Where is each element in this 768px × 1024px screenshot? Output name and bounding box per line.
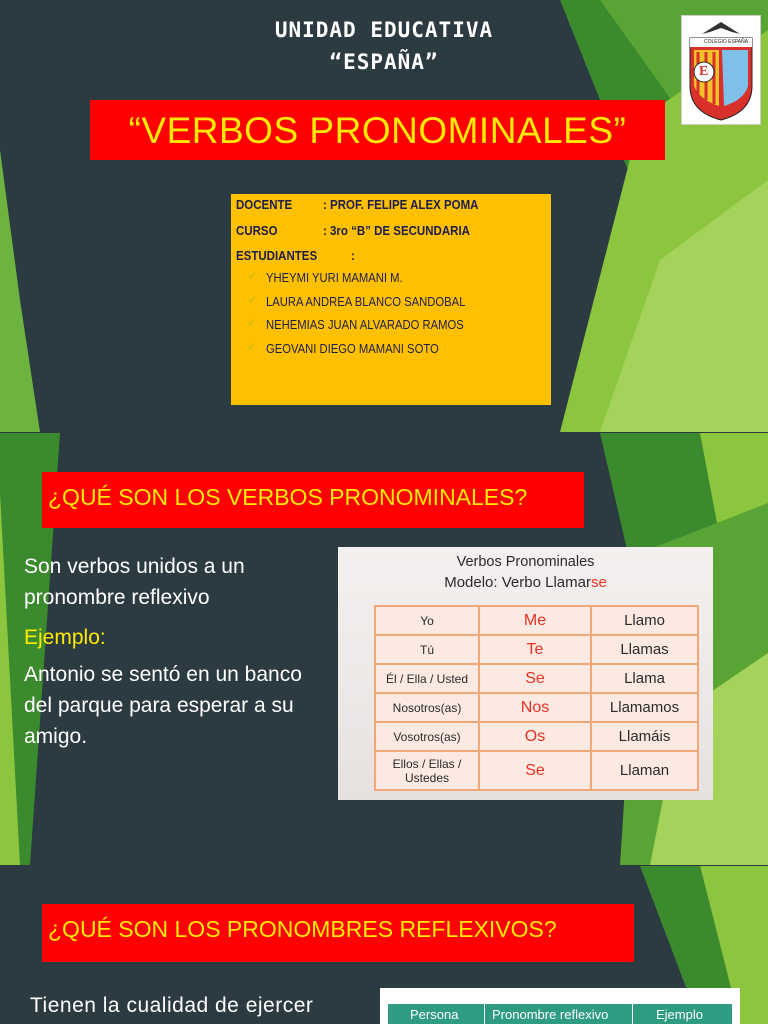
question-banner — [42, 472, 584, 528]
docente-label: DOCENTE — [236, 198, 293, 212]
school-logo — [681, 15, 761, 125]
docente-value: : PROF. FELIPE ALEX POMA — [323, 198, 479, 212]
info-box — [231, 194, 551, 405]
logo-letter: E — [699, 64, 709, 79]
list-item: ✓ YHEYMI YURI MAMANI M. — [248, 271, 403, 285]
table-row: Ellos / Ellas / Ustedes Se Llaman — [375, 751, 698, 790]
page-title: “VERBOS PRONOMINALES” — [128, 110, 627, 151]
checkmark-icon: ✓ — [248, 295, 256, 306]
checkmark-icon: ✓ — [248, 318, 256, 329]
question-heading: ¿QUÉ SON LOS VERBOS PRONOMINALES? — [48, 484, 528, 510]
table-row: Nosotros(as) Nos Llamamos — [375, 693, 698, 722]
estudiantes-colon: : — [351, 249, 355, 263]
checkmark-icon: ✓ — [248, 271, 256, 282]
curso-value: : 3ro “B” DE SECUNDARIA — [323, 224, 470, 238]
column-header: Persona — [410, 1007, 459, 1022]
school-name: UNIDAD EDUCATIVA — [274, 18, 494, 42]
question-banner — [42, 904, 634, 962]
title-banner — [90, 100, 665, 160]
curso-label: CURSO — [236, 224, 278, 238]
example-text: Antonio se sentó en un banco del parque para esperar a su amigo. — [24, 663, 302, 748]
slide-1 — [0, 0, 768, 432]
reflexive-pronouns-table — [380, 988, 740, 1024]
table-header — [388, 1004, 732, 1024]
table-row: Vosotros(as) Os Llamáis — [375, 722, 698, 751]
logo-text: COLEGIO ESPAÑA — [704, 39, 749, 45]
school-name-quoted: “ESPAÑA” — [329, 50, 439, 74]
list-item: ✓ LAURA ANDREA BLANCO SANDOBAL — [248, 295, 466, 309]
table-row: Yo Me Llamo — [375, 606, 698, 635]
conjugation-table-image — [338, 547, 713, 800]
column-header: Ejemplo — [656, 1007, 703, 1022]
example-label: Ejemplo: — [24, 626, 106, 649]
body-text: Tienen la cualidad de ejercer — [30, 994, 314, 1017]
list-item: ✓ GEOVANI DIEGO MAMANI SOTO — [248, 342, 439, 356]
list-item: ✓ NEHEMIAS JUAN ALVARADO RAMOS — [248, 318, 464, 332]
question-heading: ¿QUÉ SON LOS PRONOMBRES REFLEXIVOS? — [48, 916, 557, 942]
table-row: Tú Te Llamas — [375, 635, 698, 664]
checkmark-icon: ✓ — [248, 342, 256, 353]
column-header: Pronombre reflexivo — [492, 1007, 609, 1022]
definition-text: Son verbos unidos a un pronombre reflexivo — [24, 555, 245, 609]
table-subtitle: Modelo: Verbo Llamarse — [444, 574, 607, 591]
table-row: Él / Ella / Usted Se Llama — [375, 664, 698, 693]
estudiantes-label: ESTUDIANTES — [236, 249, 318, 263]
conjugation-table — [374, 605, 699, 791]
table-title: Verbos Pronominales — [456, 554, 595, 570]
